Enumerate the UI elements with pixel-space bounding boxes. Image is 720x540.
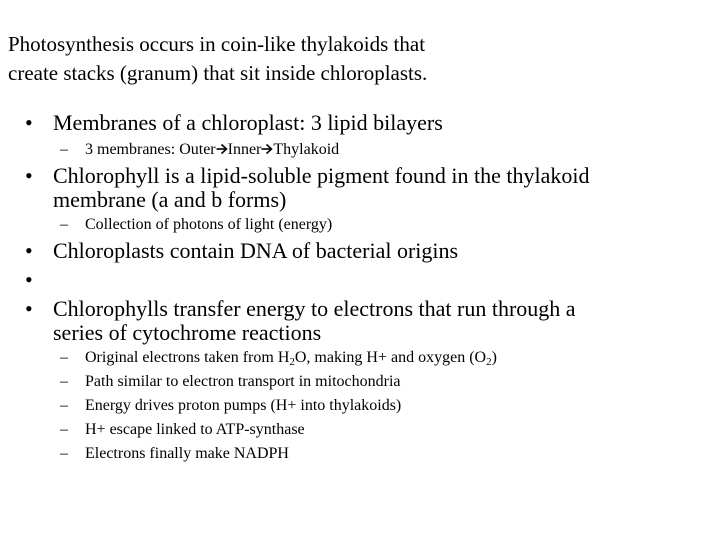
sub-bullet-text (85, 346, 497, 370)
bullet-text: Membranes of a chloroplast: 3 lipid bilayers (53, 110, 443, 135)
right-arrow-icon (216, 143, 228, 155)
right-arrow-icon (261, 143, 273, 155)
text-part: Original electrons taken from H (85, 349, 290, 366)
bullet-marker: • (25, 238, 33, 263)
sub-bullet-text (85, 138, 339, 162)
bullet-text (53, 297, 693, 345)
sub-bullet-text: Electrons finally make NADPH (85, 445, 289, 462)
sub-bullet-text: Energy drives proton pumps (H+ into thylakoids) (85, 397, 402, 414)
bullet-text-line: series of cytochrome reactions (53, 320, 322, 345)
text-part: O, making H+ and oxygen (O (294, 349, 487, 366)
text-part: Thylakoid (273, 141, 340, 158)
dash-marker: – (60, 445, 68, 462)
bullet-text-line: membrane (a and b forms) (53, 187, 287, 212)
title-line: Photosynthesis occurs in coin-like thylakoids that (8, 32, 426, 56)
subscript: 2 (289, 356, 295, 368)
bullet-text-line: Chlorophylls transfer energy to electrons that run through a (53, 296, 576, 321)
text-part: 3 membranes: Outer (85, 141, 216, 158)
dash-marker: – (60, 349, 68, 366)
sub-bullet-text: Path similar to electron transport in mitochondria (85, 373, 401, 390)
sub-bullet-text: Collection of photons of light (energy) (85, 216, 333, 233)
dash-marker: – (60, 216, 68, 233)
subscript: 2 (486, 356, 492, 368)
text-part: ) (491, 349, 497, 366)
dash-marker: – (60, 421, 68, 438)
text-part: Inner (227, 141, 262, 158)
bullet-text-line: Chlorophyll is a lipid-soluble pigment found in the thylakoid (53, 163, 590, 188)
dash-marker: – (60, 397, 68, 414)
dash-marker: – (60, 373, 68, 390)
bullet-marker: • (25, 110, 33, 135)
dash-marker: – (60, 141, 68, 158)
slide-title (8, 30, 708, 88)
bullet-marker: • (25, 296, 33, 321)
sub-bullet-text: H+ escape linked to ATP-synthase (85, 421, 305, 438)
bullet-text (53, 164, 693, 212)
title-line: create stacks (granum) that sit inside chloroplasts. (8, 61, 428, 85)
bullet-marker: • (25, 267, 33, 292)
bullet-text: Chloroplasts contain DNA of bacterial origins (53, 238, 459, 263)
bullet-marker: • (25, 163, 33, 188)
